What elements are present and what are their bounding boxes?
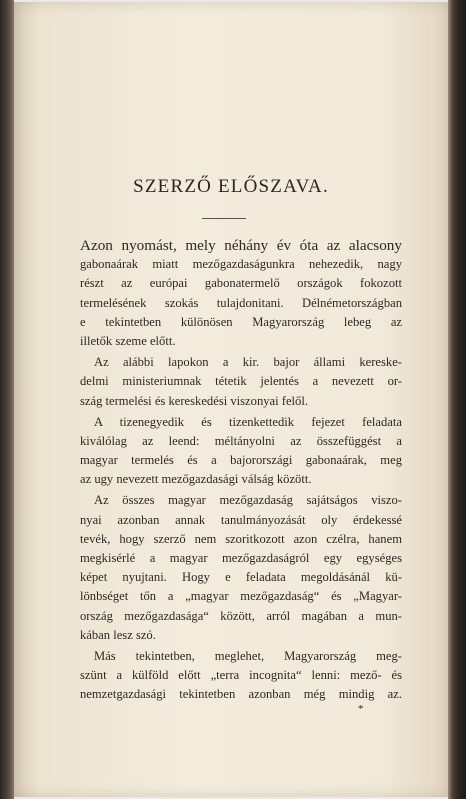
text-line: ország mezőgazdasága“ között, arról magában a mun-: [80, 608, 402, 623]
text-line: tevék, hogy szerző nem szoritkozott azon czélra, hanem: [80, 531, 402, 546]
text-line: Azon nyomást, mely néhány év óta az alacsony: [80, 237, 402, 254]
text-line: Az összes magyar mezőgazdaság sajátságos viszo-: [94, 493, 402, 508]
heading-rule: [202, 218, 246, 219]
text-line: delmi ministeriumnak tétetik jelentés a nevezett or-: [80, 374, 402, 389]
text-line: nyai azonban annak tanulmányozását oly érdekessé: [80, 512, 402, 527]
text-line: szág termelési és kereskedési viszonyai felől.: [80, 393, 309, 408]
body-text: [80, 236, 402, 705]
text-line: gabonaárak miatt mezőgazdaságunkra nehezedik, nagy: [80, 257, 402, 272]
text-line: illetők szeme előtt.: [80, 333, 176, 348]
text-line: részt az európai gabonatermelő országok fokozott: [80, 276, 402, 291]
text-line: képet nyujtani. Hogy e feladata megoldásánál kü-: [80, 570, 402, 585]
text-line: Az alábbi lapokon a kir. bajor állami kereske-: [94, 355, 402, 370]
book-binding-left: [0, 0, 14, 799]
text-line: magyar termelés és a bajorországi gabonaárak, meg: [80, 453, 402, 468]
text-line: Más tekintetben, meglehet, Magyarország meg-: [94, 648, 402, 663]
book-page: [14, 2, 448, 797]
catchword-mark: *: [358, 703, 364, 715]
text-line: A tizenegyedik és tizenkettedik fejezet feladata: [94, 414, 402, 429]
text-line: termelésének szokás tulajdonitani. Délnémetországban: [80, 295, 402, 310]
text-line: nemzetgazdasági tekintetben azonban még mindig az.: [80, 687, 402, 702]
text-line: kiválólag az leend: méltányolni az összefüggést a: [80, 433, 402, 448]
text-line: lönbséget tőn a „magyar mezőgazdaság“ és „Magyar-: [80, 589, 402, 604]
text-line: e tekintetben különösen Magyarország lebeg az: [80, 314, 402, 329]
text-line: szünt a külföld előtt „terra incognita“ lenni: mező- és: [80, 668, 402, 683]
text-line: megkisérlé a magyar mezőgazdaságról egy egységes: [80, 551, 402, 565]
text-line: kában lesz szó.: [80, 627, 156, 642]
text-line: az ugy nevezett mezőgazdasági válság között.: [80, 472, 312, 487]
page-heading: SZERZŐ ELŐSZAVA.: [133, 176, 329, 197]
book-binding-right: [448, 0, 466, 799]
